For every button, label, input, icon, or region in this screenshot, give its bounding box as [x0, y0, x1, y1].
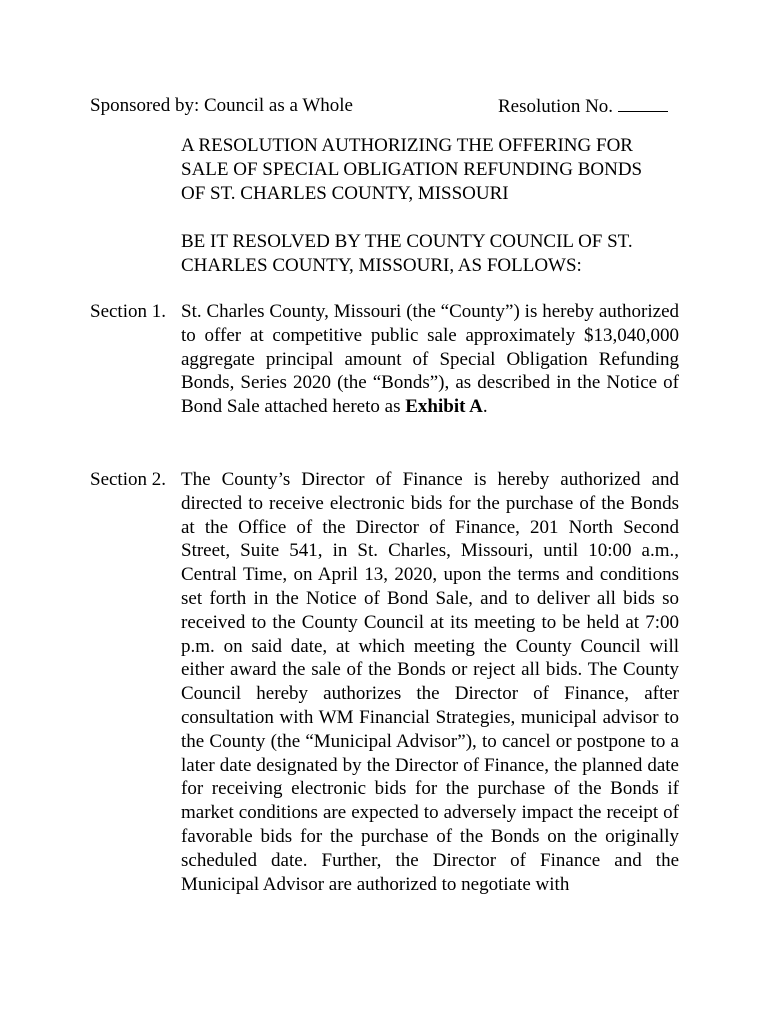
title-line: A RESOLUTION AUTHORIZING THE OFFERING FOR: [181, 135, 633, 156]
resolution-number-blank: [618, 94, 668, 112]
title-line: SALE OF SPECIAL OBLIGATION REFUNDING BONDS: [181, 158, 643, 180]
exhibit-a-reference: Exhibit A: [405, 396, 483, 418]
section-1-body: [181, 300, 679, 419]
section-1-text: St. Charles County, Missouri (the “County”) is hereby authorized to offer at competitive public sale approximately $13,040,000 aggregate principal amount of Special Obligation Refunding Bonds, Series 2020 (the “Bonds”), as described in the Notice of Bond Sale attached hereto as: [181, 301, 679, 418]
resolved-clause: [181, 230, 679, 278]
resolution-number-label: Resolution No.: [498, 96, 614, 117]
sponsored-by: Sponsored by: Council as a Whole: [90, 95, 353, 116]
section-1-label: Section 1.: [90, 301, 166, 322]
resolution-number: [498, 94, 668, 119]
section-2-label: Section 2.: [90, 469, 166, 490]
resolved-line: CHARLES COUNTY, MISSOURI, AS FOLLOWS:: [181, 254, 582, 276]
document-header: [90, 94, 680, 118]
title-line: OF ST. CHARLES COUNTY, MISSOURI: [181, 182, 509, 204]
section-1-period: .: [482, 396, 488, 418]
resolution-title: [181, 134, 679, 205]
resolved-line: BE IT RESOLVED BY THE COUNTY COUNCIL OF ST.: [181, 231, 633, 252]
section-2-body: The County’s Director of Finance is hereby authorized and directed to receive electronic bids for the purchase of the Bonds at the Office of the Director of Finance, 201 North Second Street, Suite 541, in St. Charles, Missouri, until 10:00 a.m., Central Time, on April 13, 2020, upon the terms and conditions set forth in the Notice of Bond Sale, and to deliver all bids so received to the County Council at its meeting to be held at 7:00 p.m. on said date, at which meeting the County Council will either award the sale of the Bonds or reject all bids. The County Council hereby authorizes the Director of Finance, after consultation with WM Financial Strategies, municipal advisor to the County (the “Municipal Advisor”), to cancel or postpone to a later date designated by the Director of Finance, the planned date for receiving electronic bids for the purchase of the Bonds if market conditions are expected to adversely impact the receipt of favorable bids for the purchase of the Bonds on the originally scheduled date. Further, the Director of Finance and the Municipal Advisor are authorized to negotiate with: [181, 469, 679, 895]
